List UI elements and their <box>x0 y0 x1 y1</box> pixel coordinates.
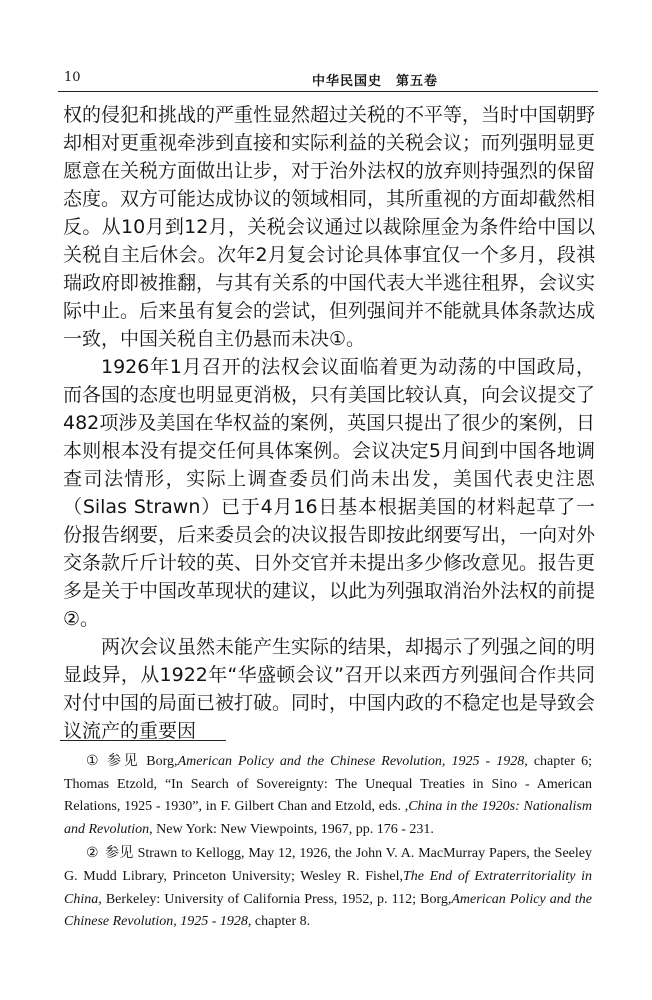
body-paragraph: 权的侵犯和挑战的严重性显然超过关税的不平等，当时中国朝野却相对更重视牵涉到直接和实际利益的关税会议；而列强明显更愿意在关税方面做出让步，对于治外法权的放弃则持强烈的保留态度。双方可能达成协议的领域相同，其所重视的方面却截然相反。从10月到12月，关税会议通过以裁除厘金为条件给中国以关税自主后休会。次年2月复会讨论具体事宜仅一个多月，段祺瑞政府即被推翻，与其有关系的中国代表大半逃往租界，会议实际中止。后来虽有复会的尝试，但列强间并不能就具体条款达成一致，中国关税自主仍悬而未决①。 <box>63 104 596 350</box>
footnote-text: , chapter 6; Thomas Etzold, “In Search of Sovereignty: The Unequal Treaties in Sino - American Relations, 1925 - 1930”, in F. Gilbert Chan and Etzold, eds. , <box>64 754 592 815</box>
footnote-1 <box>64 751 592 841</box>
footnote-text: , Berkeley: University of California Press, 1952, p. 112; Borg, <box>98 891 452 907</box>
footnote-italic-title: American Policy and the Chinese Revolution, 1925 - 1928 <box>64 891 593 930</box>
footnotes <box>64 751 592 934</box>
footnote-text: , chapter 8. <box>247 914 311 930</box>
footnote-rule <box>60 740 226 741</box>
footnote-marker: ① <box>86 754 102 769</box>
body-paragraph: 两次会议虽然未能产生实际的结果，却揭示了列强之间的明显歧异，从1922年“华盛顿会议”召开以来西方列强间合作共同对付中国的局面已被打破。同时，中国内政的不稳定也是导致会议流产的重要因 <box>63 636 596 742</box>
footnote-text: 参见 Strawn to Kellogg, May 12, 1926, the John V. A. MacMurray Papers, the Seeley G. Mudd Library, Princeton University; Wesley R. Fishel, <box>64 846 592 884</box>
footnote-text: 参见 Borg, <box>107 754 178 769</box>
header-rule <box>58 91 598 92</box>
footnote-italic-title: The End of Extraterritoriality in China <box>64 868 593 907</box>
page-number: 10 <box>64 70 81 85</box>
page-header <box>64 70 594 90</box>
body-paragraph: 1926年1月召开的法权会议面临着更为动荡的中国政局，而各国的态度也明显更消极，只有美国比较认真，向会议提交了482项涉及美国在华权益的案例，英国只提出了很少的案例，日本则根本没有提交任何具体案例。会议决定5月间到中国各地调查司法情形，实际上调查委员们尚未出发，美国代表史注恩（Silas Strawn）已于4月16日基本根据美国的材料起草了一份报告纲要，后来委员会的决议报告即按此纲要写出，一向对外交条款斤斤计较的英、日外交官并未提出多少修改意见。报告更多是关于中国改革现状的建议，以此为列强取消治外法权的前提②。 <box>63 356 596 630</box>
footnote-text: , New York: New Viewpoints, 1967, pp. 176 - 231. <box>149 821 434 837</box>
footnote-2 <box>64 843 592 933</box>
footnote-italic-title: American Policy and the Chinese Revolution, 1925 - 1928 <box>177 754 525 769</box>
footnote-italic-title: China in the 1920s: Nationalism and Revolution <box>64 799 592 837</box>
footnote-marker: ② <box>86 846 99 862</box>
body-text <box>63 101 595 745</box>
running-title: 中华民国史 第五卷 <box>312 74 439 89</box>
